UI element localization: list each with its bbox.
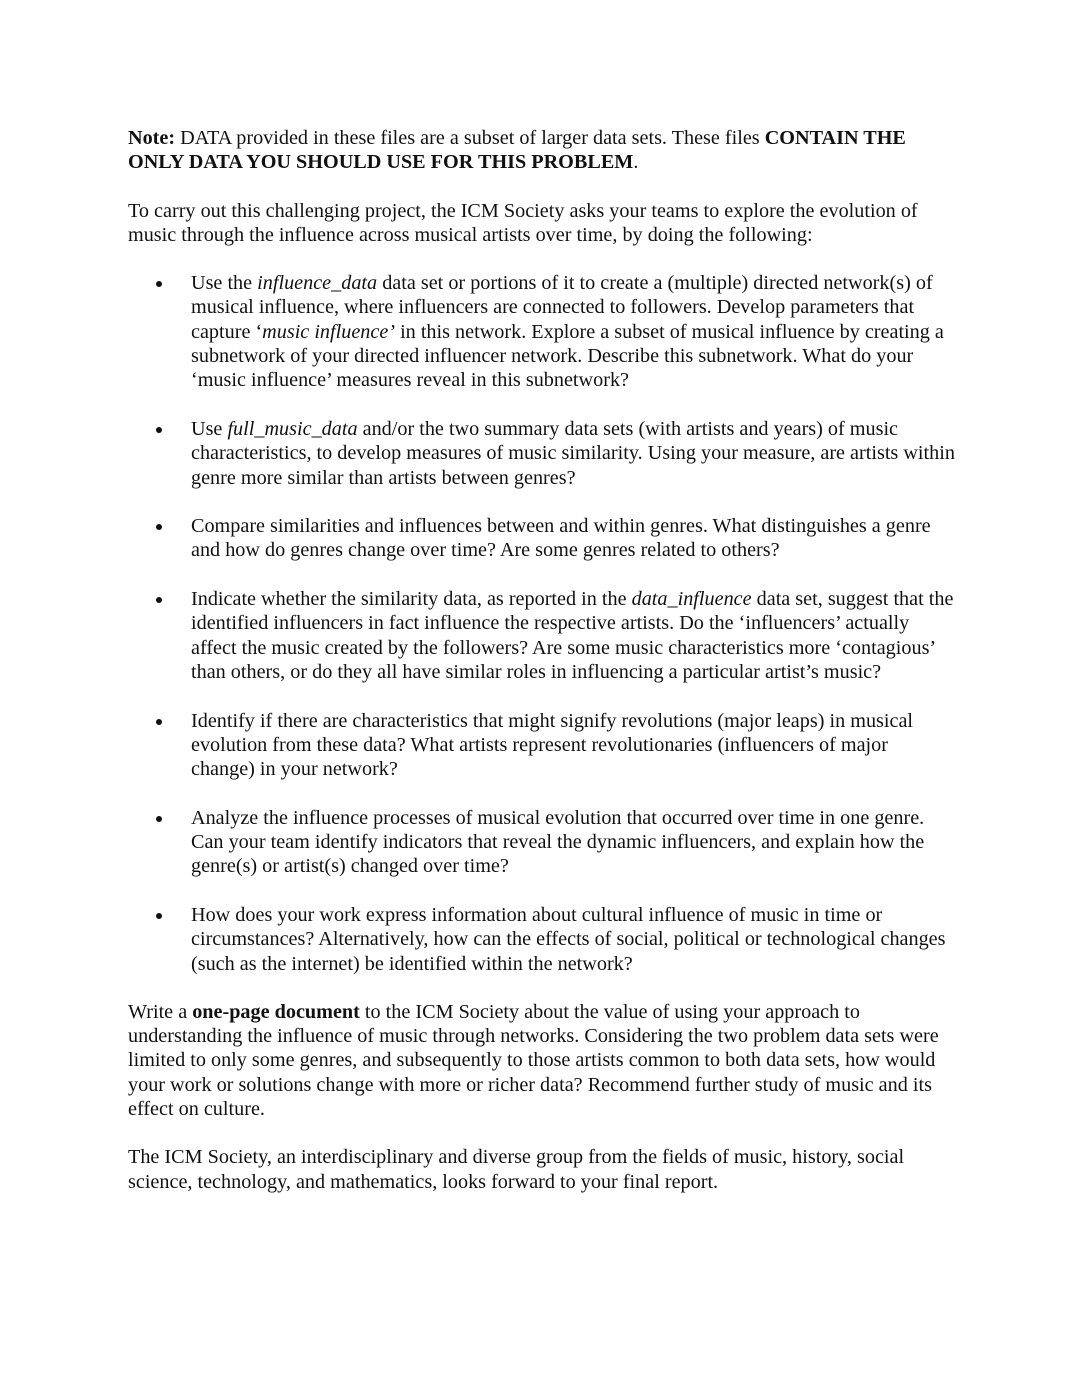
intro-paragraph: To carry out this challenging project, the ICM Society asks your teams to explore the evolution of music through the influence across musical artists over time, by doing the following: [128,199,918,246]
dataset-name: data_influence [631,588,752,611]
task-item [128,806,956,879]
task-text: data set, suggest that the identified influencers in fact influence the respective artists. Do the ‘influencers’ actually affect the music created by the followers? Are some music characteristics more ‘contagious’ than others, or do they all have similar roles in influencing a particular artist’s music? [191,588,954,683]
task-item [128,514,956,563]
task-text: data set or portions of it to create a (multiple) directed network(s) of musical influence, where influencers are connected to followers. Develop parameters that capture ‘ [191,272,933,343]
task-text: Use the [191,272,258,295]
task-item [128,903,956,976]
task-text: How does your work express information about cultural influence of music in time or circumstances? Alternatively, how can the effects of social, political or technological changes (such as the internet) be identified within the network? [191,903,946,975]
note-text: DATA provided in these files are a subset of larger data sets. These files [175,127,765,149]
note-text-end: . [633,151,639,174]
dataset-name: influence_data [257,272,378,295]
bullet-icon [156,524,162,530]
task-list [128,271,956,976]
bullet-icon [156,597,162,603]
task-text: Compare similarities and influences between and within genres. What distinguishes a genre and how do genres change over time? Are some genres related to others? [191,515,931,562]
bullet-icon [156,913,162,919]
note-paragraph [128,126,956,175]
closing-text: Write a [128,1000,193,1023]
emphasis-term: music influence’ [262,320,396,343]
closing-text-end: to the ICM Society about the value of using your approach to understanding the influence of music through networks. Considering the two problem data sets were limited to only some genres, and subsequently to those artists common to both data sets, how would your work or solutions change with more or richer data? Recommend further study of music and its effect on culture. [128,1000,939,1120]
note-label: Note: [128,127,176,149]
final-paragraph: The ICM Society, an interdisciplinary and diverse group from the fields of music, history, social science, technology, and mathematics, looks forward to your final report. [128,1146,905,1193]
bullet-icon [156,719,162,725]
bullet-icon [156,816,162,822]
task-text: Indicate whether the similarity data, as reported in the [191,588,632,611]
task-text: Analyze the influence processes of musical evolution that occurred over time in one genre. Can your team identify indicators that reveal the dynamic influencers, and explain how the genre(s) or artist(s) changed over time? [191,806,925,878]
document-page [128,126,956,1194]
task-text: Identify if there are characteristics that might signify revolutions (major leaps) in musical evolution from these data? What artists represent revolutionaries (influencers of major change) in your network? [191,709,914,781]
task-text: in this network. Explore a subset of musical influence by creating a subnetwork of your directed influencer network. Describe this subnetwork. What do your ‘music influence’ measures reveal in this subnetwork? [191,320,944,392]
closing-emphasis: one-page document [192,1000,360,1023]
task-item [128,709,956,782]
closing-paragraph [128,1000,956,1121]
task-item [128,417,956,490]
note-emphasis: CONTAIN THE ONLY DATA YOU SHOULD USE FOR THIS PROBLEM [128,127,906,174]
dataset-name: full_music_data [227,417,358,440]
task-text: and/or the two summary data sets (with artists and years) of music characteristics, to develop measures of music similarity. Using your measure, are artists within genre more similar than artists between genres? [191,417,955,489]
bullet-icon [156,427,162,433]
bullet-icon [156,281,162,287]
task-item [128,271,956,392]
task-item [128,587,956,684]
task-text: Use [191,417,228,440]
